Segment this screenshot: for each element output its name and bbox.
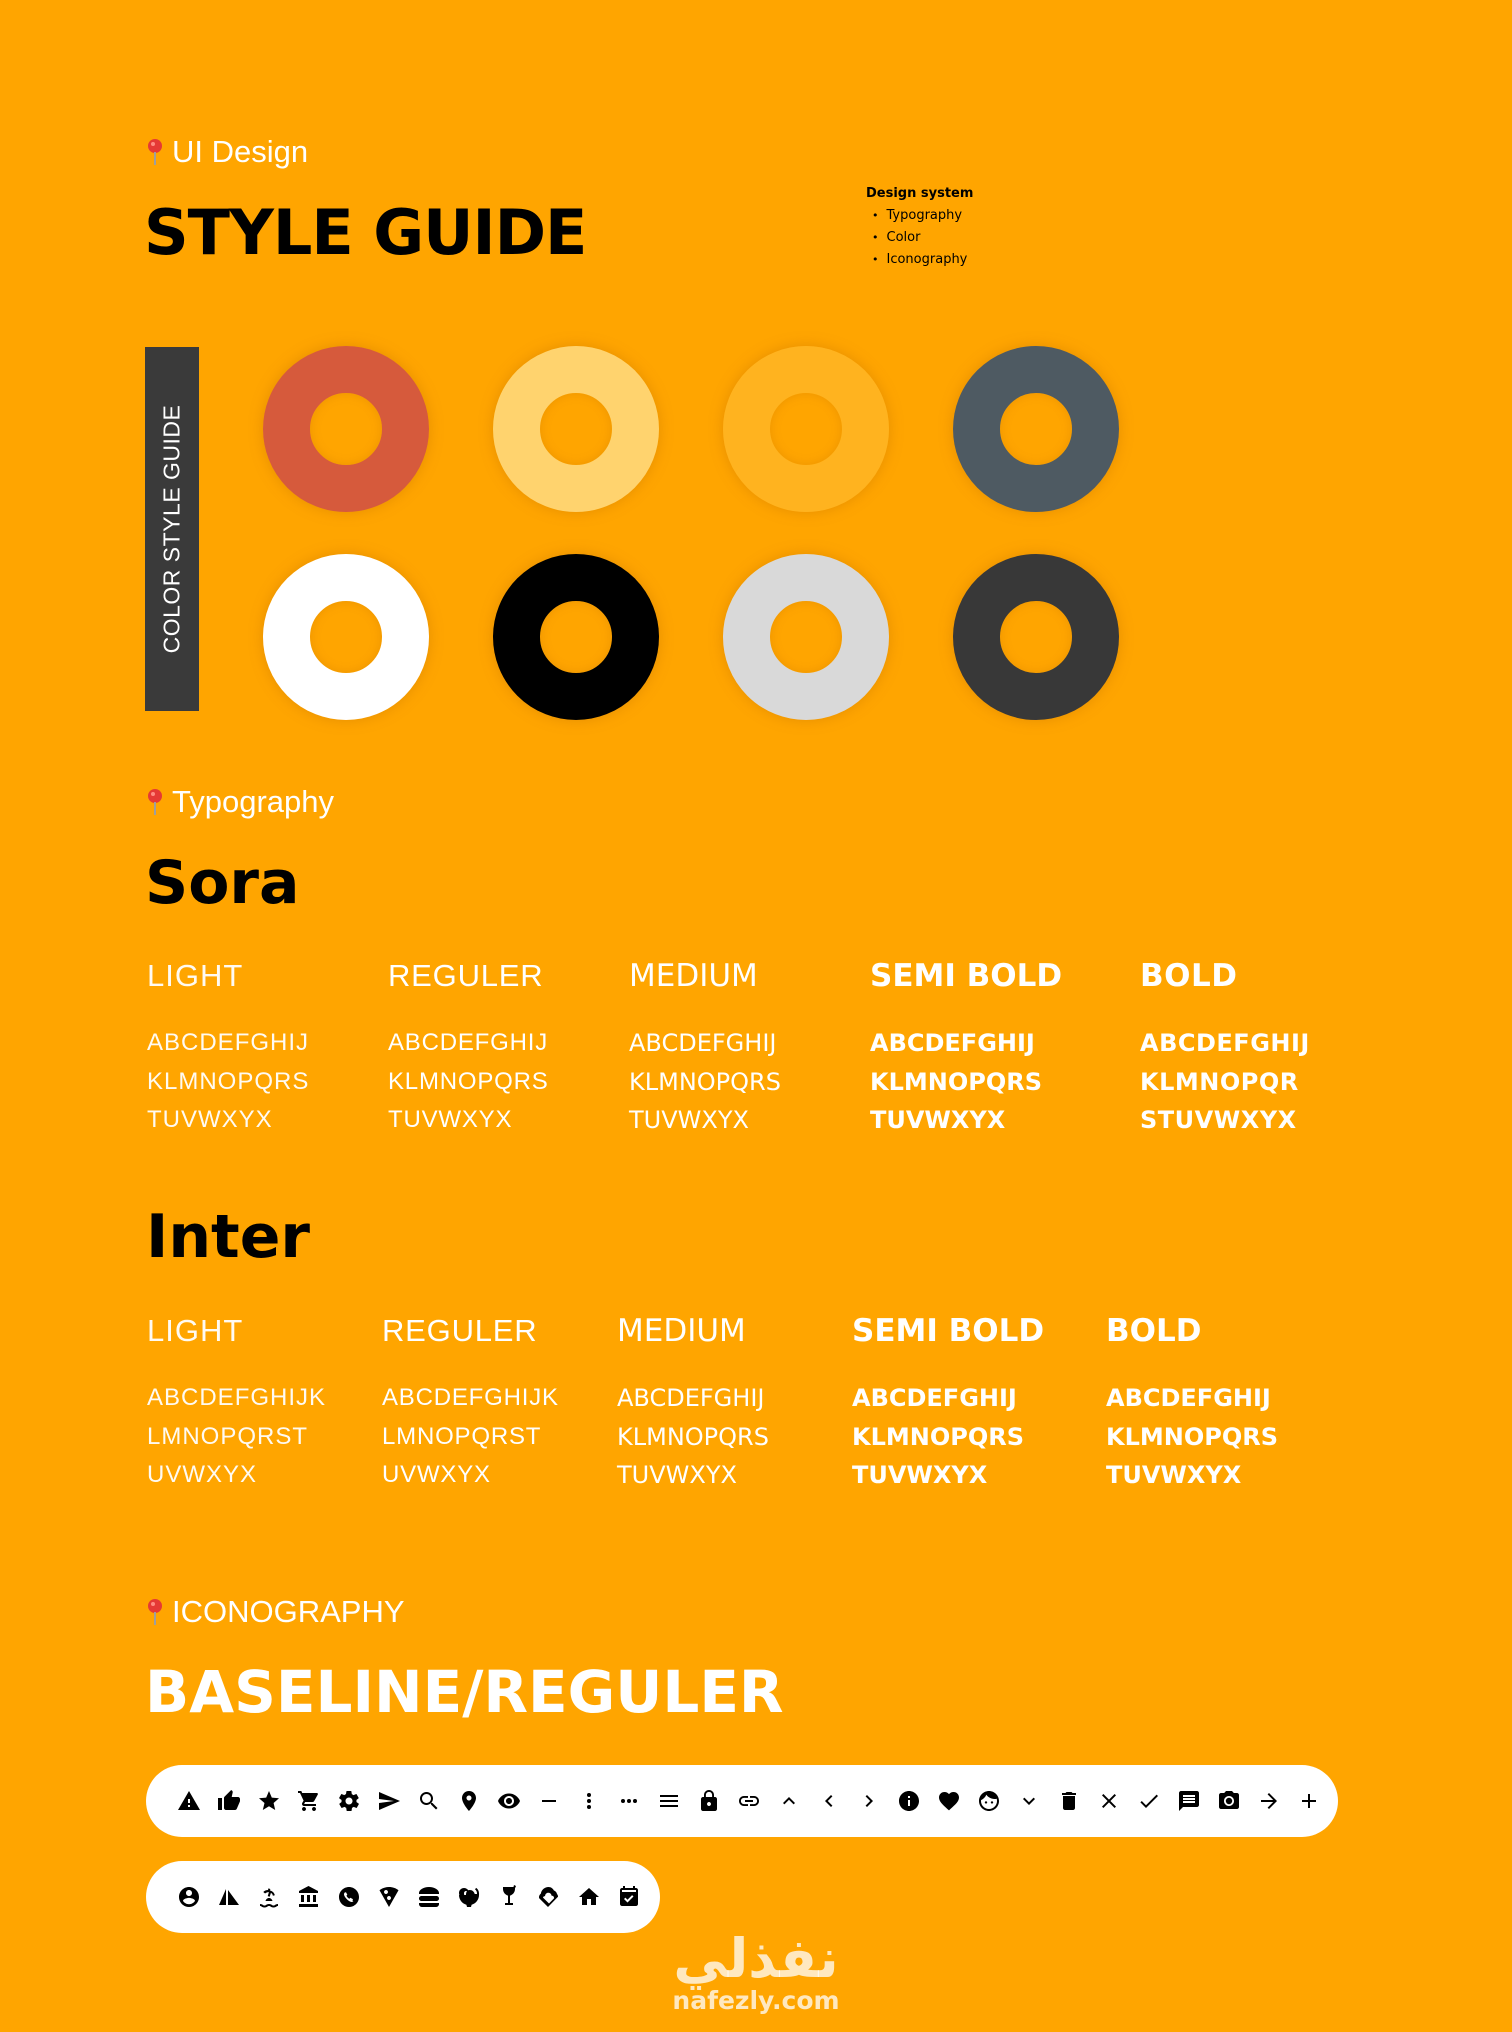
home-icon[interactable]: [569, 1877, 609, 1917]
page-title: STYLE GUIDE: [144, 196, 587, 269]
weight-name: REGULER: [382, 1313, 538, 1348]
location-pin-icon: [146, 1598, 164, 1626]
icon-bar-row-1: [146, 1765, 1338, 1837]
location-pin-icon: [146, 138, 164, 166]
location-pin-icon: [146, 788, 164, 816]
face-icon[interactable]: [969, 1781, 1009, 1821]
color-swatch-ring: [953, 554, 1119, 720]
calendar-check-icon[interactable]: [609, 1877, 649, 1917]
typography-label: [146, 784, 334, 820]
minus-icon[interactable]: [529, 1781, 569, 1821]
sample-line: TUVWXYX: [147, 1106, 273, 1133]
weight-column: [870, 958, 1062, 1140]
sample-line: TUVWXYX: [388, 1106, 513, 1133]
weight-column: [147, 1313, 326, 1495]
burger-icon[interactable]: [409, 1877, 449, 1917]
sample-line: TUVWXYX: [617, 1461, 737, 1489]
weight-name: MEDIUM: [629, 958, 758, 994]
sample-line: KLMNOPQRS: [1106, 1422, 1279, 1451]
location-pin-icon[interactable]: [449, 1781, 489, 1821]
landscape-icon[interactable]: [209, 1877, 249, 1917]
design-system-box: [866, 186, 973, 274]
arrow-right-icon[interactable]: [1249, 1781, 1289, 1821]
bank-icon[interactable]: [289, 1877, 329, 1917]
color-swatch-ring: [493, 554, 659, 720]
phone-circle-icon[interactable]: [329, 1877, 369, 1917]
weight-column: [617, 1313, 769, 1495]
trash-icon[interactable]: [1049, 1781, 1089, 1821]
weight-column: [147, 958, 309, 1140]
warning-icon[interactable]: [169, 1781, 209, 1821]
sample-line: ABCDEFGHIJ: [388, 1029, 549, 1056]
sample-line: KLMNOPQR: [1140, 1067, 1299, 1096]
chevron-left-icon[interactable]: [809, 1781, 849, 1821]
weight-name: BOLD: [1106, 1313, 1202, 1349]
watermark-arabic: نفذلي: [673, 1927, 839, 1990]
sample-line: ABCDEFGHIJ: [629, 1029, 777, 1057]
design-system-item: • Iconography: [872, 252, 973, 267]
chevron-down-icon[interactable]: [1009, 1781, 1049, 1821]
sample-line: TUVWXYX: [629, 1106, 749, 1134]
cocktail-icon[interactable]: [489, 1877, 529, 1917]
design-system-title: Design system: [866, 186, 974, 201]
more-vert-icon[interactable]: [569, 1781, 609, 1821]
sample-line: ABCDEFGHIJ: [870, 1029, 1035, 1057]
sample-line: LMNOPQRST: [147, 1422, 309, 1450]
sample-line: ABCDEFGHIJK: [382, 1384, 559, 1411]
font-name-sora: Sora: [145, 848, 300, 918]
design-system-item: • Color: [872, 230, 973, 245]
color-swatch-ring: [723, 346, 889, 512]
heart-icon[interactable]: [929, 1781, 969, 1821]
watermark-latin: nafezly.com: [672, 1986, 840, 2015]
iconography-title: BASELINE/REGULER: [145, 1658, 784, 1726]
sample-line: KLMNOPQRS: [852, 1422, 1025, 1451]
info-icon[interactable]: [889, 1781, 929, 1821]
sample-line: UVWXYX: [382, 1461, 491, 1488]
cart-icon[interactable]: [289, 1781, 329, 1821]
sample-line: KLMNOPQRS: [870, 1067, 1043, 1096]
weight-column: [1106, 1313, 1278, 1495]
design-system-item: • Typography: [872, 208, 973, 223]
weight-column: [388, 958, 549, 1140]
star-icon[interactable]: [249, 1781, 289, 1821]
comment-icon[interactable]: [1169, 1781, 1209, 1821]
color-style-guide-bar: [145, 347, 199, 711]
color-swatch-ring: [493, 346, 659, 512]
pizza-icon[interactable]: [369, 1877, 409, 1917]
color-swatch-ring: [953, 346, 1119, 512]
font-name-inter: Inter: [146, 1202, 311, 1272]
check-icon[interactable]: [1129, 1781, 1169, 1821]
iconography-text: ICONOGRAPHY: [172, 1594, 405, 1629]
color-swatch-ring: [263, 554, 429, 720]
link-icon[interactable]: [729, 1781, 769, 1821]
sample-line: ABCDEFGHIJ: [147, 1029, 310, 1056]
taco-icon[interactable]: [529, 1877, 569, 1917]
weight-name: SEMI BOLD: [870, 958, 1063, 994]
ui-design-label: [146, 134, 308, 170]
sample-line: TUVWXYX: [870, 1106, 1006, 1134]
weight-name: LIGHT: [147, 958, 244, 993]
sample-line: ABCDEFGHIJ: [852, 1384, 1017, 1412]
account-circle-icon[interactable]: [169, 1877, 209, 1917]
weight-column: [1140, 958, 1310, 1140]
menu-icon[interactable]: [649, 1781, 689, 1821]
weight-name: SEMI BOLD: [852, 1313, 1045, 1349]
weight-name: BOLD: [1140, 958, 1238, 994]
sample-line: KLMNOPQRS: [617, 1422, 769, 1451]
watermark: [656, 1927, 856, 2016]
beach-icon[interactable]: [249, 1877, 289, 1917]
close-icon[interactable]: [1089, 1781, 1129, 1821]
sample-line: ABCDEFGHIJ: [1106, 1384, 1271, 1412]
lock-icon[interactable]: [689, 1781, 729, 1821]
sample-line: STUVWXYX: [1140, 1106, 1297, 1134]
send-icon[interactable]: [369, 1781, 409, 1821]
search-icon[interactable]: [409, 1781, 449, 1821]
chevron-right-icon[interactable]: [849, 1781, 889, 1821]
sample-line: TUVWXYX: [852, 1461, 988, 1489]
plus-icon[interactable]: [1289, 1781, 1329, 1821]
color-swatch-ring: [723, 554, 889, 720]
color-swatch-ring: [263, 346, 429, 512]
more-horiz-icon[interactable]: [609, 1781, 649, 1821]
typography-text: Typography: [172, 784, 334, 819]
sample-line: ABCDEFGHIJ: [617, 1384, 765, 1412]
weight-column: [382, 1313, 559, 1495]
sample-line: KLMNOPQRS: [147, 1067, 310, 1095]
weight-name: MEDIUM: [617, 1313, 746, 1349]
sample-line: TUVWXYX: [1106, 1461, 1242, 1489]
icon-bar-row-2: [146, 1861, 660, 1933]
sample-line: KLMNOPQRS: [388, 1067, 549, 1095]
thumb-up-icon[interactable]: [209, 1781, 249, 1821]
eye-icon[interactable]: [489, 1781, 529, 1821]
weight-column: [629, 958, 781, 1140]
sample-line: UVWXYX: [147, 1461, 258, 1488]
ui-design-text: UI Design: [172, 134, 309, 169]
sample-line: LMNOPQRST: [382, 1422, 542, 1450]
weight-name: LIGHT: [147, 1313, 244, 1348]
salad-icon[interactable]: [449, 1877, 489, 1917]
weight-name: REGULER: [388, 958, 544, 993]
sample-line: ABCDEFGHIJ: [1140, 1029, 1310, 1057]
weight-column: [852, 1313, 1044, 1495]
gear-icon[interactable]: [329, 1781, 369, 1821]
camera-icon[interactable]: [1209, 1781, 1249, 1821]
iconography-label: [146, 1594, 405, 1630]
sample-line: ABCDEFGHIJK: [147, 1384, 327, 1411]
sample-line: KLMNOPQRS: [629, 1067, 781, 1096]
chevron-up-icon[interactable]: [769, 1781, 809, 1821]
color-style-guide-label: COLOR STYLE GUIDE: [158, 404, 185, 654]
